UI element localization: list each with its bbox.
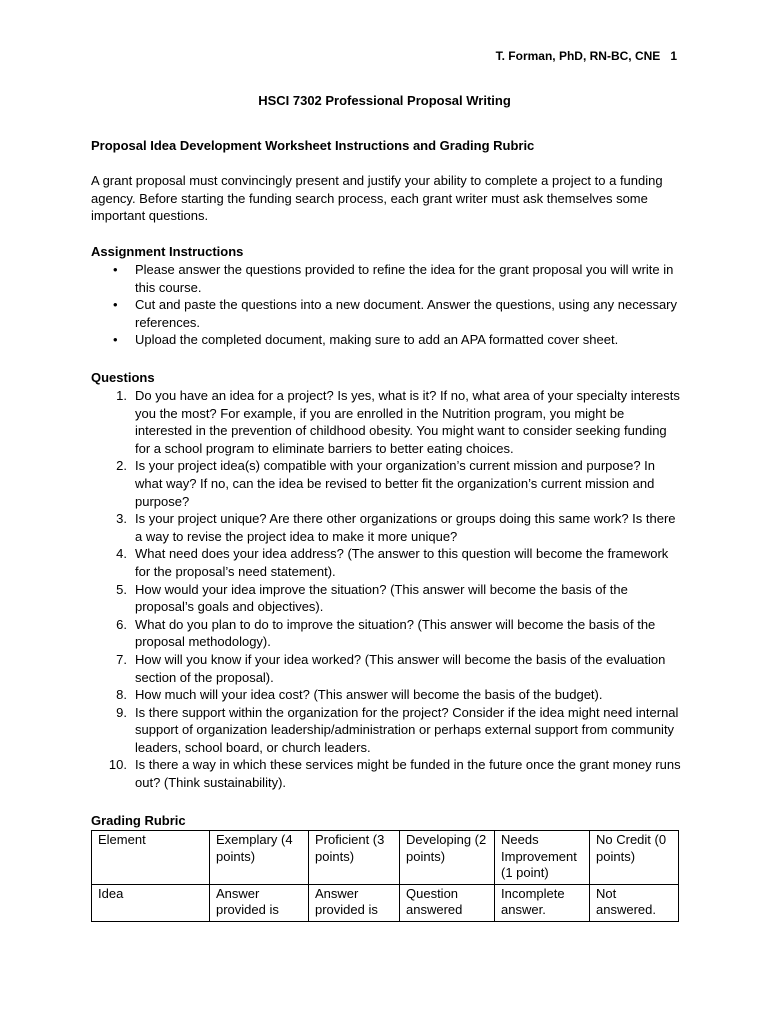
intro-paragraph: A grant proposal must convincingly present and justify your ability to complete a project to a funding agency. Before starting the funding search process, each grant writer must ask themselves some important questions. [91,173,663,224]
assignment-instructions-heading: Assignment Instructions [91,244,244,259]
table-cell: Not answered. [590,884,679,921]
table-header-cell: Element [92,831,210,885]
list-item: 4. What need does your idea address? (The answer to this question will become the framework for the proposal’s need statement). [116,546,669,579]
table-cell: Question answered [400,884,495,921]
table-cell: Answer provided is [309,884,400,921]
table-header-cell: Needs Improvement (1 point) [495,831,590,885]
table-row [92,884,679,921]
bullet-icon: • [113,332,118,348]
bullet-icon: • [113,297,118,313]
header-author: T. Forman, PhD, RN-BC, CNE [495,49,661,63]
list-item: 1. Do you have an idea for a project? Is yes, what is it? If no, what area of your specialty interests you the most? For example, if you are enrolled in the Nutrition program, you might be interested in the prevention of childhood obesity. You might want to consider seeking funding for a school program to eliminate barriers to better eating choices. [116,388,680,456]
table-header-cell: No Credit (0 points) [590,831,679,885]
table-cell: Idea [92,884,210,921]
course-title: HSCI 7302 Professional Proposal Writing [258,93,511,108]
list-item: 7. How will you know if your idea worked? (This answer will become the basis of the evaluation section of the proposal). [116,651,666,685]
grading-rubric-table [91,830,679,922]
list-item: 10. Is there a way in which these services might be funded in the future once the grant money runs out? (Think sustainability). [108,757,681,791]
list-item: 9. Is there support within the organization for the project? Consider if the idea might need internal support of organization leadership/administration or perhaps external support from community leaders, school board, or church leaders. [116,704,679,755]
table-cell: Incomplete answer. [495,884,590,921]
table-cell: Answer provided is [210,884,309,921]
table-header-cell: Exemplary (4 points) [210,831,309,885]
table-header-cell: Developing (2 points) [400,831,495,885]
list-item: 5. How would your idea improve the situation? (This answer will become the basis of the proposal’s goals and objectives). [116,581,628,615]
questions-heading: Questions [91,370,155,385]
list-item: • Please answer the questions provided to refine the idea for the grant proposal you will write in this course. [113,262,674,295]
page-header [496,48,677,66]
bullet-icon: • [113,262,118,277]
document-subtitle: Proposal Idea Development Worksheet Instructions and Grading Rubric [91,138,535,153]
list-item: • Cut and paste the questions into a new document. Answer the questions, using any necessary references. [113,297,678,330]
table-header-cell: Proficient (3 points) [309,831,400,885]
questions-list [91,387,681,792]
list-item: 2. Is your project idea(s) compatible with your organization’s current mission and purpose? In what way? If no, can the idea be revised to better fit the organization’s current mission and purpose? [116,458,656,509]
assignment-instructions-list [91,261,678,349]
list-item: 6. What do you plan to do to improve the situation? (This answer will become the basis of the proposal methodology). [116,616,656,650]
grading-rubric-heading: Grading Rubric [91,813,186,828]
table-header-row [92,831,679,885]
list-item: • Upload the completed document, making sure to add an APA formatted cover sheet. [113,332,619,348]
list-item: 3. Is your project unique? Are there other organizations or groups doing this same work? Is there a way to revise the project idea to make it more unique? [116,511,676,544]
header-page-number: 1 [670,49,677,63]
list-item: 8. How much will your idea cost? (This answer will become the basis of the budget). [116,687,603,703]
